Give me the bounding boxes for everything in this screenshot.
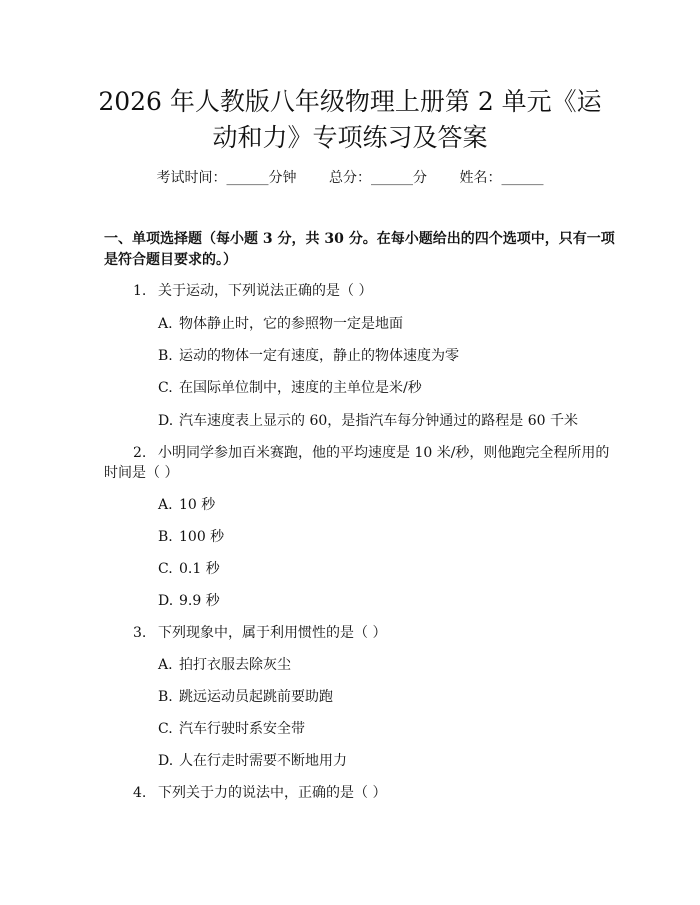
question-2-option-d [158, 591, 220, 611]
option-letter: B. [158, 348, 173, 364]
exam-info-line: 考试时间：______分钟 总分：______分 姓名：______ [156, 170, 544, 186]
option-text: 跳远运动员起跳前要助跑 [179, 689, 333, 705]
option-text: 汽车速度表上显示的 60，是指汽车每分钟通过的路程是 60 千米 [179, 413, 578, 429]
option-letter: D. [158, 753, 174, 769]
document-title-line-2: 动和力》专项练习及答案 [212, 123, 488, 152]
option-letter: A. [158, 316, 173, 332]
option-letter: A. [158, 497, 173, 513]
option-text: 人在行走时需要不断地用力 [179, 753, 347, 769]
question-3 [133, 623, 386, 643]
question-1-option-b [158, 346, 459, 366]
question-number: 4. [133, 785, 147, 801]
question-number: 2. [133, 445, 147, 461]
question-2-option-c [158, 559, 220, 579]
option-letter: C. [158, 721, 173, 737]
option-text: 物体静止时，它的参照物一定是地面 [179, 316, 403, 332]
option-letter: B. [158, 689, 173, 705]
section-heading-line-1: 一、单项选择题（每小题 3 分，共 30 分。在每小题给出的四个选项中，只有一项 [104, 231, 615, 247]
question-text: 小明同学参加百米赛跑，他的平均速度是 10 米/秒，则他跑完全程所用的 [158, 445, 610, 461]
question-text: 下列关于力的说法中，正确的是（ ） [158, 785, 387, 801]
option-letter: D. [158, 413, 174, 429]
option-letter: C. [158, 561, 173, 577]
option-text: 在国际单位制中，速度的主单位是米/秒 [179, 380, 422, 396]
option-letter: A. [158, 657, 173, 673]
question-text: 下列现象中，属于利用惯性的是（ ） [158, 625, 387, 641]
question-2-option-a [158, 495, 215, 515]
option-text: 0.1 秒 [179, 561, 220, 577]
document-title-line-1: 2026 年人教版八年级物理上册第 2 单元《运 [98, 87, 602, 116]
question-number: 1. [133, 283, 147, 299]
question-3-option-a [158, 655, 291, 675]
question-4 [133, 783, 386, 803]
question-1-option-d [158, 411, 578, 431]
section-heading-line-2: 是符合题目要求的。） [104, 252, 237, 268]
question-3-option-c [158, 719, 305, 739]
question-number: 3. [133, 625, 147, 641]
question-1-option-a [158, 314, 403, 334]
option-text: 运动的物体一定有速度，静止的物体速度为零 [179, 348, 459, 364]
question-1-option-c [158, 378, 422, 398]
option-letter: C. [158, 380, 173, 396]
question-3-option-d [158, 751, 347, 771]
option-text: 100 秒 [179, 529, 225, 545]
question-2-continuation: 时间是（ ） [104, 465, 179, 481]
option-text: 9.9 秒 [179, 593, 220, 609]
option-text: 拍打衣服去除灰尘 [179, 657, 291, 673]
option-letter: B. [158, 529, 173, 545]
question-3-option-b [158, 687, 333, 707]
question-2-option-b [158, 527, 224, 547]
option-letter: D. [158, 593, 174, 609]
option-text: 汽车行驶时系安全带 [179, 721, 305, 737]
option-text: 10 秒 [179, 497, 216, 513]
question-text: 关于运动，下列说法正确的是（ ） [158, 283, 373, 299]
question-2 [133, 443, 609, 463]
question-1 [133, 281, 372, 301]
